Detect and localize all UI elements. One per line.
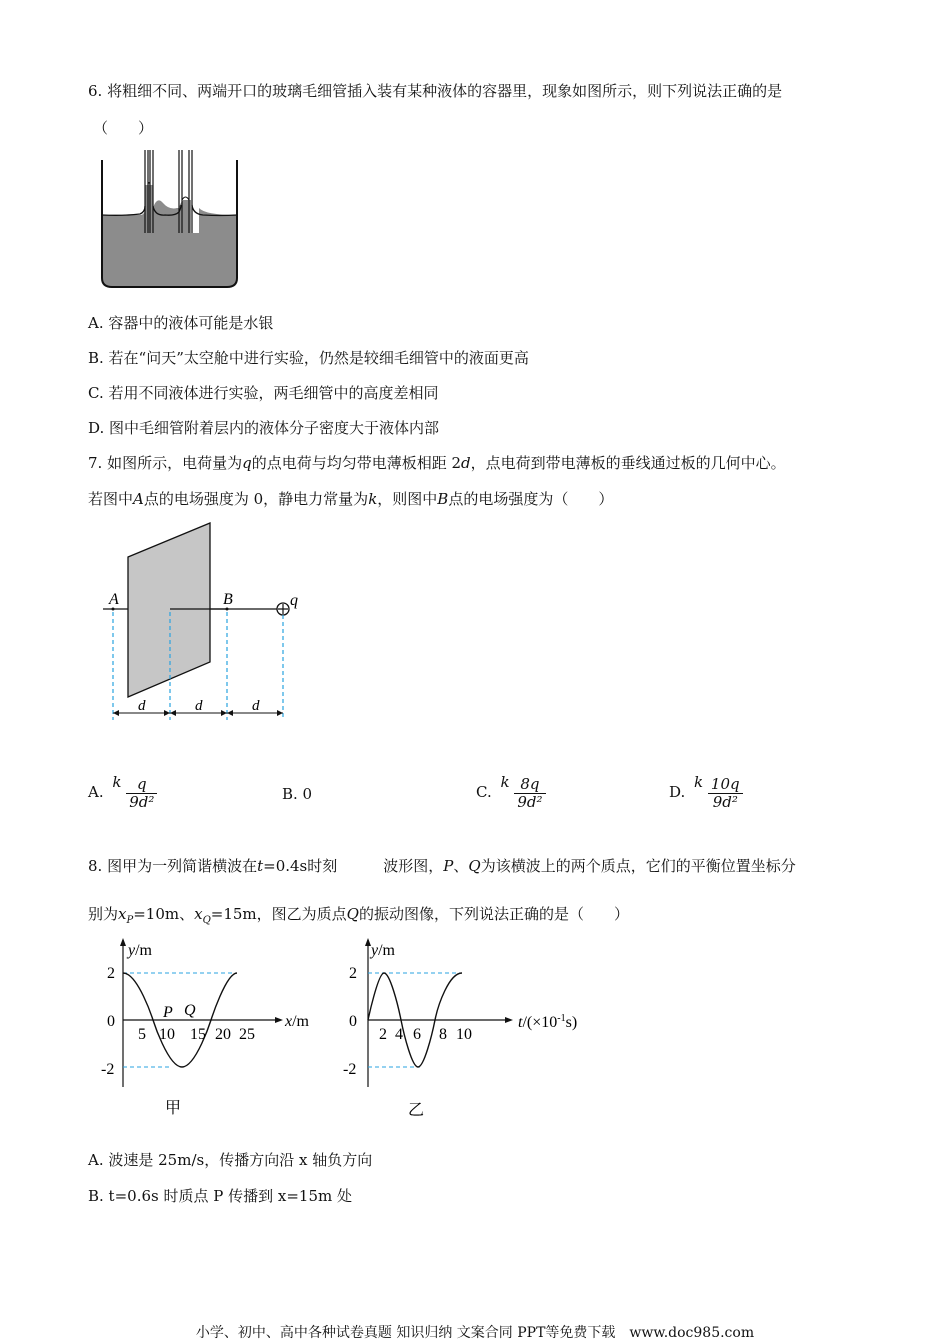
q7-option-d: D. k $\frac{10q}{\text{9d²}}$ [669, 760, 743, 814]
q8-stem-line2: 别为$x_P=10m$、$x_Q=15m$，图乙为质点Q的振动图像，下列说法正确的是（ ） [88, 905, 629, 926]
x-axis-label: x/m [285, 1013, 309, 1030]
x-tick-5: 5 [138, 1026, 146, 1043]
label-q: q [290, 592, 298, 609]
q6-option-d: D. 图中毛细管附着层内的液体分子密度大于液体内部 [88, 419, 440, 437]
t-tick-2: 2 [379, 1026, 387, 1043]
t-tick-8: 8 [439, 1026, 447, 1043]
label-d1: d [138, 698, 146, 714]
vibration-graph-yi [340, 935, 600, 1125]
label-d3: d [252, 698, 260, 714]
q7-option-a: A. k $\frac{q}{\text{9d²}}$ [88, 760, 157, 814]
y-axis-label: y/m [371, 942, 395, 959]
label-d2: d [195, 698, 203, 714]
t-tick-4: 4 [395, 1026, 403, 1043]
q6-option-c: C. 若用不同液体进行实验，两毛细管中的高度差相同 [88, 384, 439, 402]
y-tick-0: 0 [349, 1013, 357, 1030]
q6-option-a: A. 容器中的液体可能是水银 [88, 314, 274, 332]
label-Q: Q [184, 1002, 196, 1019]
q7-option-b: B. 0 [282, 785, 313, 803]
y-tick-2: 2 [349, 965, 357, 982]
x-tick-25: 25 [239, 1026, 255, 1043]
t-tick-6: 6 [413, 1026, 421, 1043]
label-B: B [223, 591, 233, 608]
y-tick-neg2: -2 [101, 1061, 115, 1078]
y-tick-neg2: -2 [343, 1061, 357, 1078]
y-tick-0: 0 [107, 1013, 115, 1030]
x-tick-10: 10 [159, 1026, 175, 1043]
charged-plate-diagram [100, 520, 310, 730]
q8-stem: 8. 图甲为一列简谐横波在t=0.4s时刻 波形图，P、Q为该横波上的两个质点，它们的平衡位置坐标分 [88, 857, 796, 875]
q8-option-a: A. 波速是 25m/s，传播方向沿 x 轴负方向 [88, 1151, 373, 1169]
wave-graph-jia [95, 935, 320, 1120]
capillary-diagram [95, 148, 245, 290]
caption-yi: 乙 [408, 1102, 425, 1119]
q6-answer-paren: （ ） [93, 119, 154, 137]
q6-option-b: B. 若在“问天”太空舱中进行实验，仍然是较细毛细管中的液面更高 [88, 349, 529, 367]
t-tick-10: 10 [456, 1026, 472, 1043]
x-tick-20: 20 [215, 1026, 231, 1043]
q7-option-c: C. k $\frac{8q}{\text{9d²}}$ [476, 760, 546, 814]
label-P: P [163, 1004, 173, 1021]
q7-stem-line2: 若图中A点的电场强度为 0，静电力常量为k，则图中B点的电场强度为（ ） [88, 490, 614, 508]
x-tick-15: 15 [190, 1026, 206, 1043]
label-A: A [109, 591, 119, 608]
charged-plate [128, 523, 210, 697]
t-axis-label: $t/(\times 10^{-1}s)$ [518, 1013, 578, 1031]
q7-stem: 7. 如图所示，电荷量为q的点电荷与均匀带电薄板相距 2d，点电荷到带电薄板的垂线通过板的几何中心。 [88, 454, 786, 472]
y-axis-label: y/m [128, 942, 152, 959]
liquid-fill [102, 200, 237, 287]
q8-option-b: B. t=0.6s 时质点 P 传播到 x=15m 处 [88, 1187, 352, 1205]
page-footer: 小学、初中、高中各种试卷真题 知识归纳 文案合同 PPT等免费下载 www.doc985.com [195, 1325, 755, 1341]
caption-jia: 甲 [165, 1100, 182, 1117]
q6-stem: 6. 将粗细不同、两端开口的玻璃毛细管插入装有某种液体的容器里，现象如图所示，则下列说法正确的是 [88, 82, 783, 100]
y-tick-2: 2 [107, 965, 115, 982]
